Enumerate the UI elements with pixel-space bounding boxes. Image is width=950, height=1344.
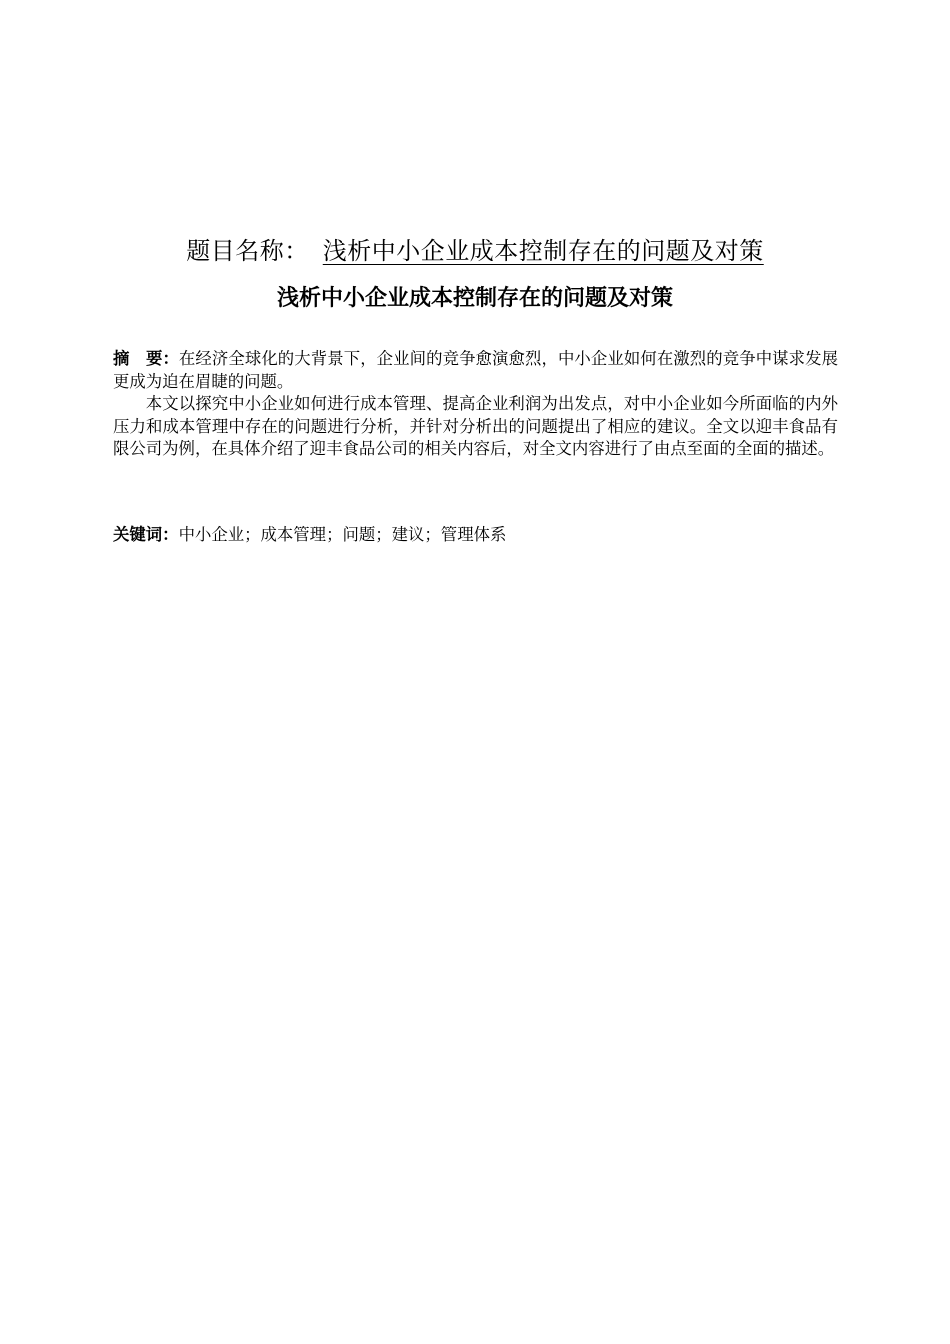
topic-line <box>0 233 950 269</box>
abstract-paragraph-1 <box>113 348 838 393</box>
topic-value: 浅析中小企业成本控制存在的问题及对策 <box>322 237 764 265</box>
abstract-label: 摘 要： <box>113 349 179 368</box>
keywords-label: 关键词： <box>113 525 179 544</box>
keywords-value: 中小企业；成本管理；问题；建议；管理体系 <box>178 525 507 544</box>
abstract-section <box>113 348 838 461</box>
topic-label: 题目名称： <box>186 237 309 265</box>
page-title: 浅析中小企业成本控制存在的问题及对策 <box>276 286 673 311</box>
abstract-paragraph-2: 本文以探究中小企业如何进行成本管理、提高企业利润为出发点，对中小企业如今所面临的内外压力和成本管理中存在的问题进行分析，并针对分析出的问题提出了相应的建议。全文以迎丰食品有限公司为例，在具体介绍了迎丰食品公司的相关内容后，对全文内容进行了由点至面的全面的描述。 <box>113 394 838 458</box>
keywords-section <box>113 524 838 547</box>
abstract-text-1: 在经济全球化的大背景下，企业间的竞争愈演愈烈，中小企业如何在激烈的竞争中谋求发展更成为迫在眉睫的问题。 <box>113 349 839 391</box>
